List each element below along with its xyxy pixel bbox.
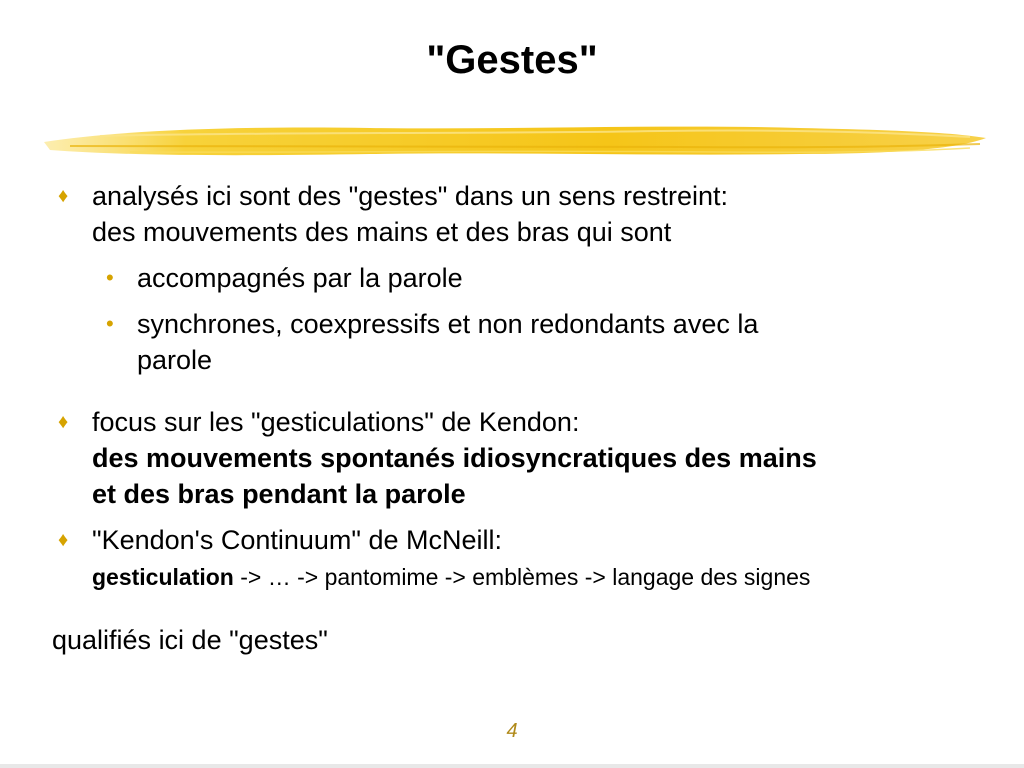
bullet-2-bold-line2: et des bras pendant la parole xyxy=(92,479,466,509)
sub-bullet-1: accompagnés par la parole xyxy=(137,263,463,293)
footer-divider xyxy=(0,764,1024,768)
bullet-1-line1: analysés ici sont des "gestes" dans un sens restreint: xyxy=(92,181,729,211)
yellow-brush-stroke xyxy=(40,118,990,164)
diamond-bullet-icon: ♦ xyxy=(58,411,69,433)
dot-bullet-icon: • xyxy=(106,311,114,336)
bullet-1-line2: des mouvements des mains et des bras qui sont xyxy=(92,217,672,247)
sub-bullet-2-line1: synchrones, coexpressifs et non redondants avec la xyxy=(137,309,759,339)
bullet-3-continuum: -> … -> pantomime -> emblèmes -> langage des signes xyxy=(233,564,811,590)
sub-bullet-2-line2: parole xyxy=(137,345,213,375)
bullet-3-bold-term: gesticulation xyxy=(92,564,234,590)
slide-title: "Gestes" xyxy=(426,38,598,82)
diamond-bullet-icon: ♦ xyxy=(58,529,69,551)
page-number: 4 xyxy=(506,720,518,742)
dot-bullet-icon: • xyxy=(106,265,114,290)
bullet-2-bold-line1: des mouvements spontanés idiosyncratiques des mains xyxy=(92,443,817,473)
closing-line: qualifiés ici de "gestes" xyxy=(52,625,328,655)
bullet-3 xyxy=(0,522,1024,594)
bullet-2-line1: focus sur les "gesticulations" de Kendon: xyxy=(92,407,580,437)
bullet-2 xyxy=(0,404,1024,512)
bullet-3-line1: "Kendon's Continuum" de McNeill: xyxy=(92,525,503,555)
bullet-1 xyxy=(0,178,1024,378)
diamond-bullet-icon: ♦ xyxy=(58,185,69,207)
